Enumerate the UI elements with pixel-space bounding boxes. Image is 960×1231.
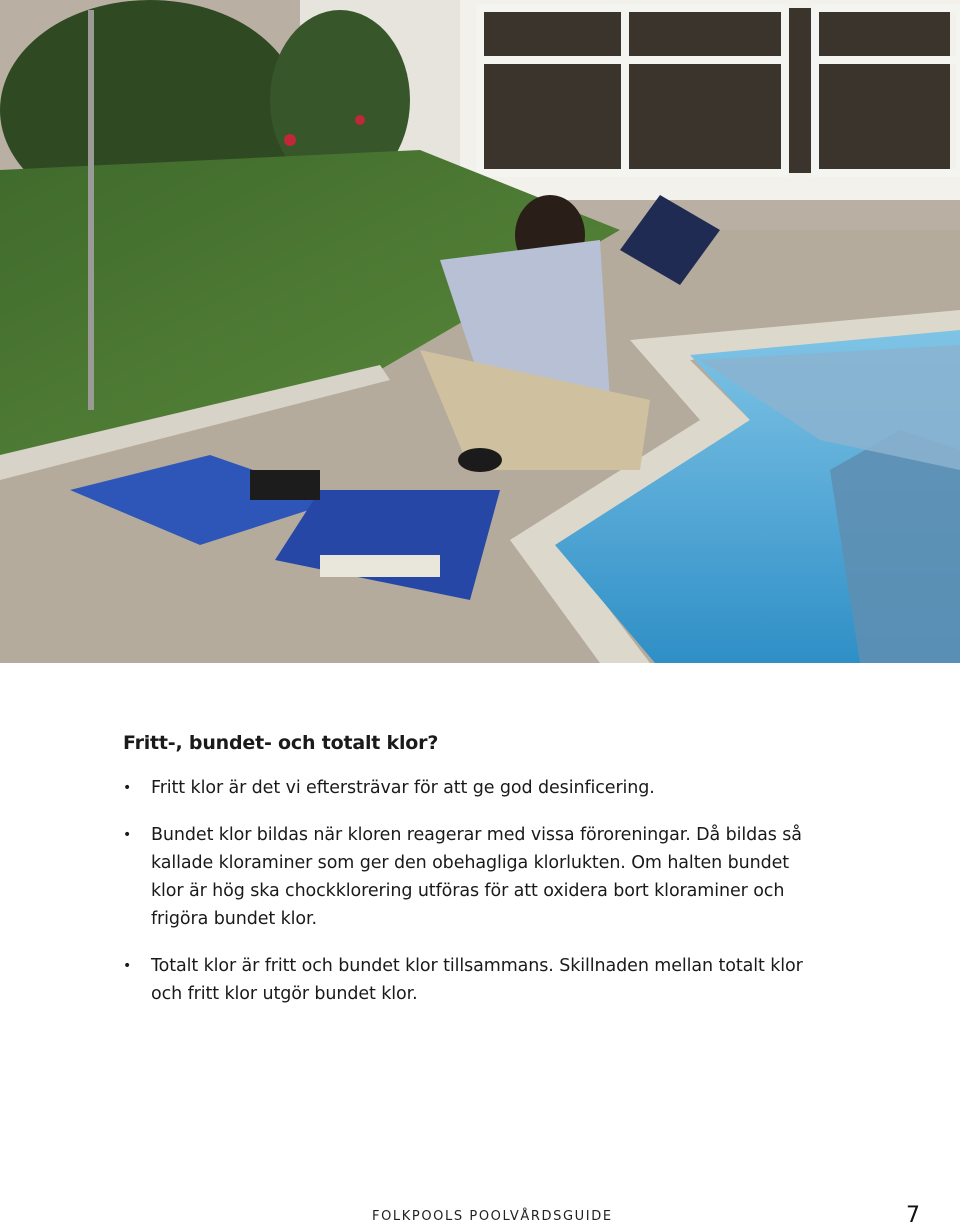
list-item bbox=[123, 821, 823, 933]
footer-title: FOLKPOOLS POOLVÅRDSGUIDE bbox=[372, 1209, 613, 1224]
chlorine-section bbox=[123, 732, 823, 1027]
list-item-text: Fritt klor är det vi eftersträvar för att ge god desinficering. bbox=[151, 778, 655, 798]
bullet-list bbox=[123, 774, 823, 1008]
list-item bbox=[123, 952, 823, 1008]
list-item-text: Bundet klor bildas när kloren reagerar med vissa föroreningar. Då bildas så kallade kloraminer som ger den obehagliga klorlukten. Om halten bundet klor är hög ska chockklorering utföras för att oxidera bort kloraminer och frigöra bundet klor. bbox=[151, 825, 802, 929]
page-number: 7 bbox=[906, 1203, 920, 1228]
list-item bbox=[123, 774, 823, 802]
section-heading: Fritt-, bundet- och totalt klor? bbox=[123, 732, 439, 754]
bullet-icon: • bbox=[123, 780, 132, 796]
bullet-icon: • bbox=[123, 827, 132, 843]
bullet-icon: • bbox=[123, 958, 132, 974]
list-item-text: Totalt klor är fritt och bundet klor tillsammans. Skillnaden mellan totalt klor och fritt klor utgör bundet klor. bbox=[151, 956, 803, 1004]
